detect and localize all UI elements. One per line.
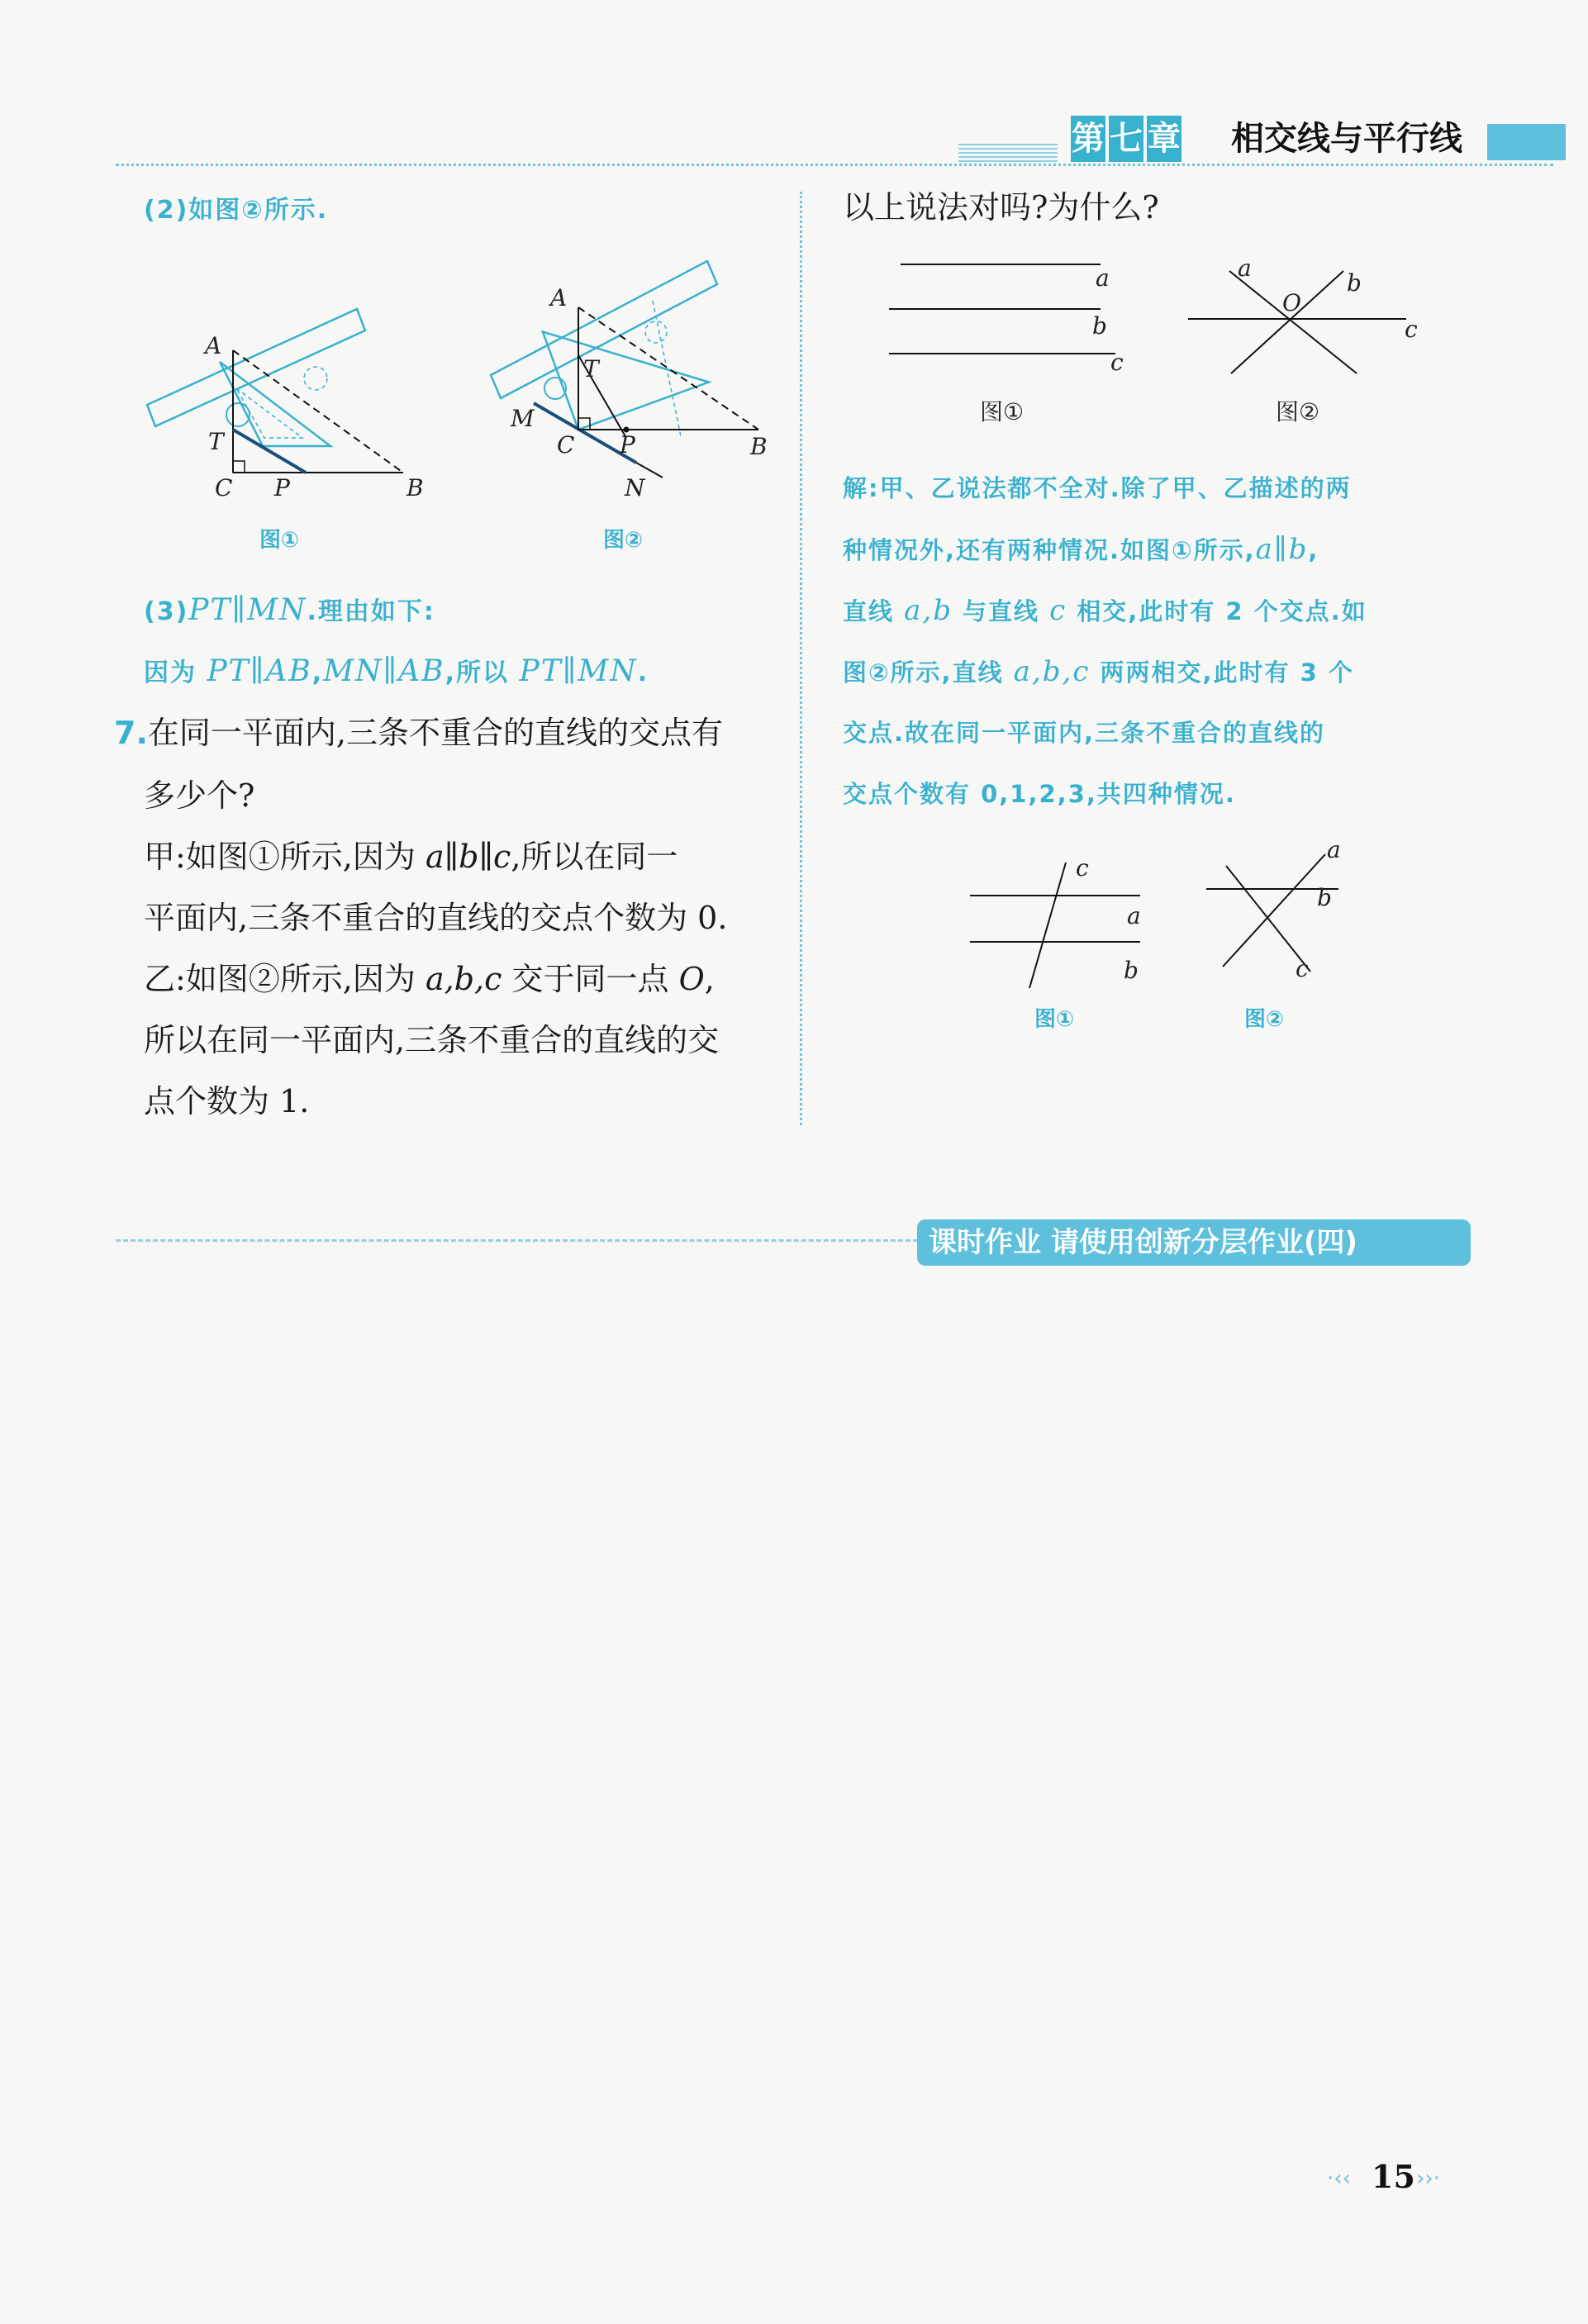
fig2-label-T: T [583,355,599,383]
question-number: 7. [114,715,148,751]
rfig1-caption: 图① [980,398,1025,425]
footer-divider [116,1239,925,1242]
solution-line6: 交点个数有 0,1,2,3,共四种情况. [843,780,1236,808]
q7-line4: 平面内,三条不重合的直线的交点个数为 0. [144,900,728,936]
chapter-title: 相交线与平行线 [1231,120,1462,158]
answer-figure-1 [958,848,1173,1046]
q7-line5: 乙:如图②所示,因为 a,b,c 交于同一点 O, [144,961,715,997]
q7-line2: 多少个? [144,777,255,814]
part3-line1: (3)PT∥MN.理由如下: [144,593,435,627]
rfig1-label-c: c [1110,349,1124,376]
page-number-deco-right: ››· [1416,2166,1441,2191]
fig1-caption: 图① [259,528,300,553]
solution-line3: 直线 a,b 与直线 c 相交,此时有 2 个交点.如 [843,594,1367,627]
right-figure-2 [1181,248,1446,430]
rfig2-label-a: a [1238,254,1252,282]
fig2-label-C: C [557,431,575,459]
rfig2-label-O: O [1282,289,1301,316]
fig1-label-A: A [205,332,222,359]
header-band [1487,124,1566,160]
page-number-deco-left: ·‹‹ [1327,2166,1352,2191]
afig2-label-b: b [1317,884,1332,911]
chapter-char-1: 第 [1071,116,1105,162]
fig2-label-P: P [620,431,635,459]
fig2-label-A: A [550,284,568,311]
fig2-label-N: N [625,474,645,501]
rfig1-label-a: a [1096,264,1110,292]
q7-line1: 7.在同一平面内,三条不重合的直线的交点有 [114,715,723,751]
fig2-label-M: M [511,405,535,432]
header-divider [116,164,1553,166]
column-divider [800,192,802,1125]
solution-line5: 交点.故在同一平面内,三条不重合的直线的 [843,719,1326,747]
part2-label: (2)如图②所示. [144,196,329,225]
rfig1-label-b: b [1092,312,1107,340]
fig1-label-P: P [274,474,290,501]
solution-line2: 种情况外,还有两种情况.如图①所示,a∥b, [843,533,1319,566]
fig1-label-C: C [215,474,233,501]
chapter-char-2: 七 [1109,116,1143,162]
fig2-caption: 图② [603,528,644,553]
fig1-label-B: B [407,474,424,501]
afig2-label-c: c [1296,955,1309,982]
rfig2-caption: 图② [1276,398,1320,425]
left-figure-2 [487,256,768,562]
header-hatch-decoration [958,144,1058,162]
solution-line4: 图②所示,直线 a,b,c 两两相交,此时有 3 个 [843,655,1354,688]
afig1-label-a: a [1127,902,1141,929]
chapter-char-3: 章 [1147,116,1181,162]
q7-line6: 所以在同一平面内,三条不重合的直线的交 [144,1022,720,1058]
homework-banner: 课时作业 请使用创新分层作业(四) [917,1219,1471,1266]
afig1-label-c: c [1076,854,1089,882]
fig2-label-B: B [750,433,768,460]
left-figure-1 [140,297,424,562]
rfig2-label-b: b [1347,269,1362,297]
right-figure-1 [876,248,1140,430]
part3-line2: 因为 PT∥AB,MN∥AB,所以 PT∥MN. [144,654,649,688]
fig1-label-T: T [208,428,224,455]
afig2-label-a: a [1327,836,1341,863]
rfig2-label-c: c [1405,316,1418,343]
afig2-caption: 图② [1244,1007,1285,1032]
solution-line1: 解:甲、乙说法都不全对.除了甲、乙描述的两 [843,474,1352,502]
q7-line3: 甲:如图①所示,因为 a∥b∥c,所以在同一 [144,839,678,875]
afig1-caption: 图① [1034,1007,1075,1032]
answer-figure-2 [1198,836,1413,1046]
right-question: 以上说法对吗?为什么? [843,189,1159,226]
page-number: 15 [1372,2158,1415,2195]
afig1-label-b: b [1124,957,1139,984]
q7-line7: 点个数为 1. [144,1083,310,1119]
triangle-ABC [233,350,403,473]
set-square [543,284,709,436]
